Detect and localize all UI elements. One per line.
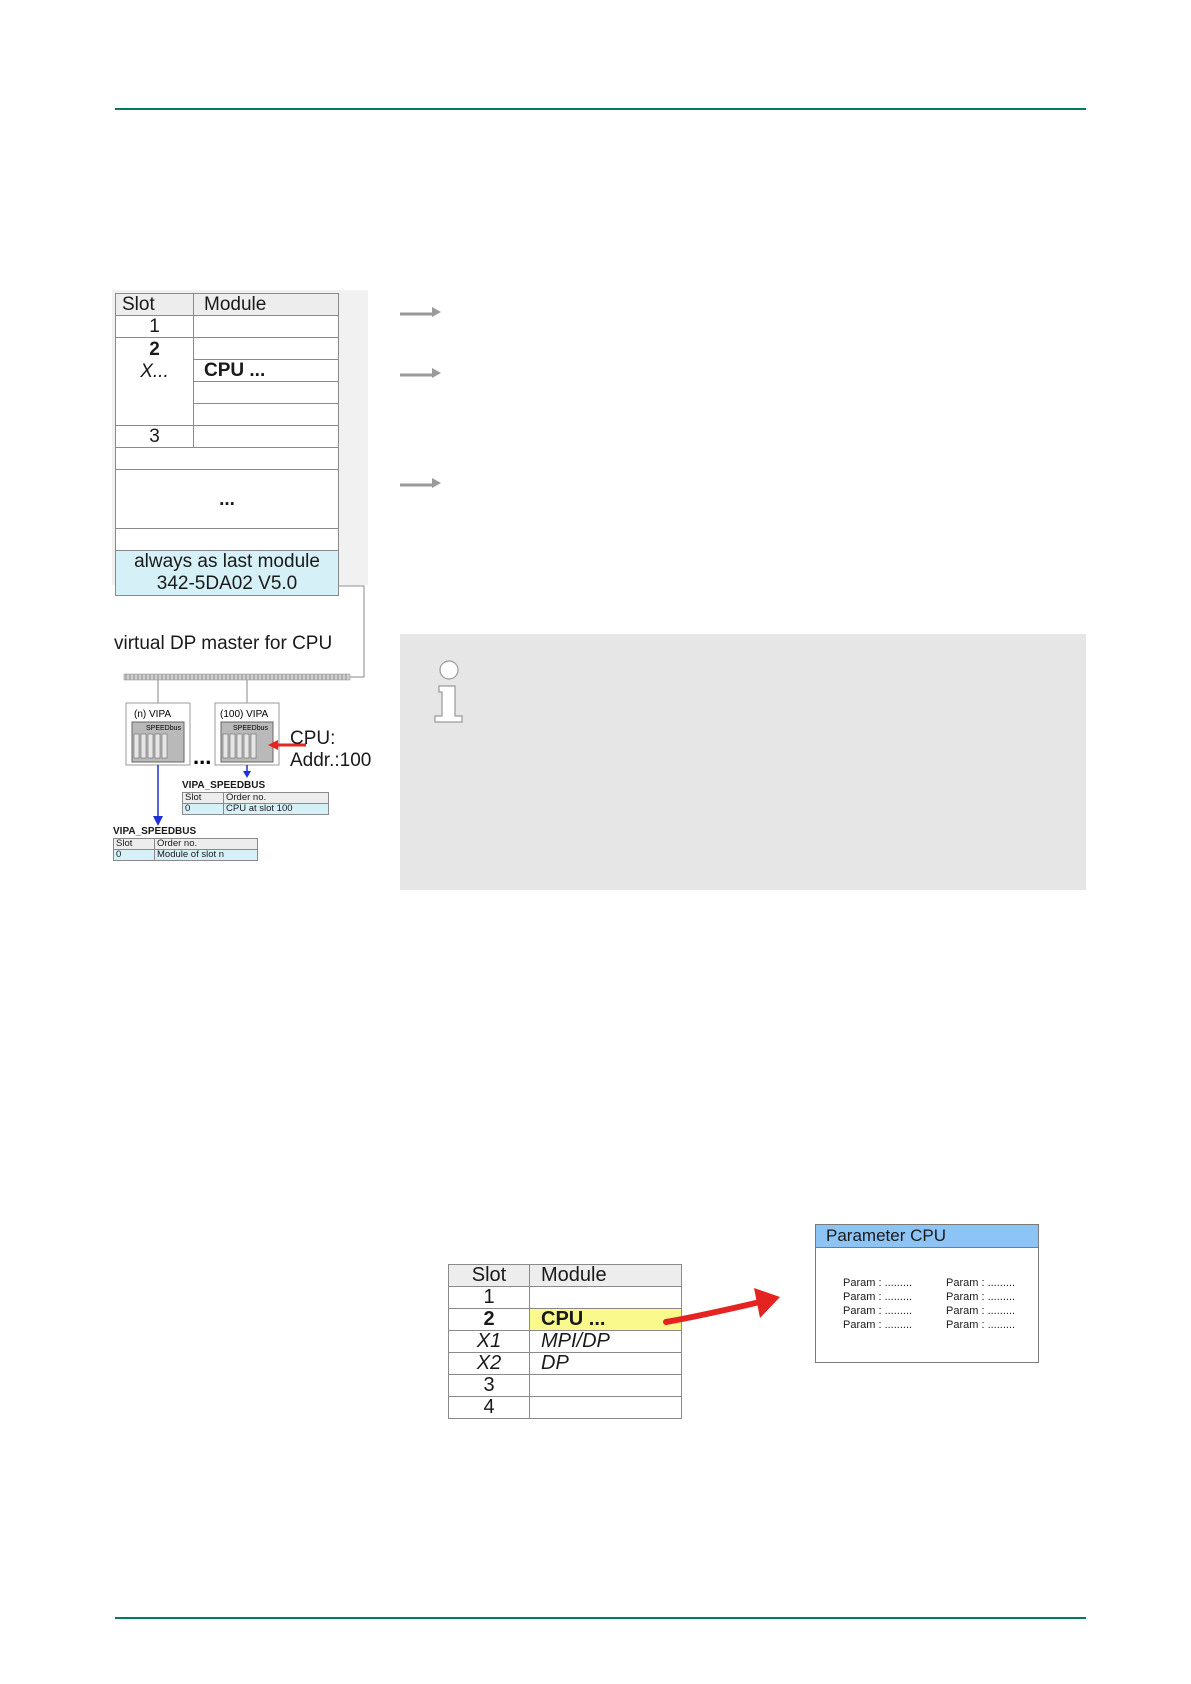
- slot-header: Slot: [116, 294, 194, 316]
- info-icon: [430, 660, 466, 726]
- module-header: Module: [194, 294, 339, 316]
- bottom-rule: [115, 1617, 1086, 1619]
- last-module-note: always as last module: [134, 551, 320, 572]
- table-row-cpu[interactable]: [449, 1309, 682, 1331]
- table-row: [449, 1375, 682, 1397]
- step-arrow-icon: [400, 303, 442, 317]
- station-100-slots: [223, 734, 256, 758]
- slot-cell: 1: [449, 1287, 530, 1309]
- blue-arrow-head: [243, 771, 251, 778]
- table-row: [449, 1353, 682, 1375]
- speedbus-table-n: [113, 838, 258, 861]
- order-cell: CPU at slot 100: [224, 804, 329, 815]
- speedbus-label: SPEEDbus: [233, 725, 269, 732]
- module-header: Module: [530, 1265, 682, 1287]
- slot-cell: 3: [449, 1375, 530, 1397]
- station-100-label: (100) VIPA: [220, 709, 269, 720]
- slot-cell: 0: [183, 804, 224, 815]
- cpu-module-cell[interactable]: CPU ...: [530, 1309, 682, 1331]
- param-line: Param : .........: [843, 1291, 913, 1303]
- param-column-right: [946, 1276, 1015, 1332]
- slot-header: Slot: [449, 1265, 530, 1287]
- step-arrow-icon: [400, 474, 442, 488]
- speedbus-table-title: VIPA_SPEEDBUS: [182, 780, 266, 791]
- slot-cell: 4: [449, 1397, 530, 1419]
- between-dots: ...: [193, 744, 212, 769]
- speedbus-label: SPEEDbus: [146, 725, 182, 732]
- speedbus-table-cpu: [182, 792, 329, 815]
- slot-header: Slot: [183, 793, 224, 804]
- top-rule: [115, 108, 1086, 110]
- param-line: Param : .........: [946, 1291, 1016, 1303]
- slot-cell: 1: [116, 316, 194, 338]
- slot-header: Slot: [114, 839, 155, 850]
- table-row: [449, 1287, 682, 1309]
- dp-master-label: virtual DP master for CPU: [114, 633, 333, 654]
- order-header: Order no.: [224, 793, 329, 804]
- param-line: Param : .........: [946, 1305, 1016, 1317]
- connector-line: [339, 586, 364, 677]
- speedbus-table-title: VIPA_SPEEDBUS: [113, 826, 197, 837]
- param-column-left: [843, 1276, 912, 1332]
- red-arrow-icon: [660, 1280, 785, 1340]
- parameter-cpu-dialog: [815, 1224, 1039, 1363]
- slot-number: 2: [149, 339, 160, 360]
- slot-cell: X2: [449, 1353, 530, 1375]
- table-row: [449, 1331, 682, 1353]
- slot-cell: 2: [449, 1309, 530, 1331]
- order-cell: Module of slot n: [155, 850, 258, 861]
- station-n-slots: [134, 734, 167, 758]
- param-line: Param : .........: [843, 1305, 913, 1317]
- cpu-label: CPU:: [290, 728, 336, 749]
- param-line: Param : .........: [843, 1319, 913, 1331]
- param-line: Param : .........: [946, 1277, 1016, 1289]
- step-arrow-icon: [400, 364, 442, 378]
- last-module-order: 342-5DA02 V5.0: [156, 573, 298, 594]
- blue-arrow-head: [153, 816, 163, 826]
- module-cell: DP: [530, 1353, 682, 1375]
- cpu-address-label: [290, 728, 371, 772]
- station-n-label: (n) VIPA: [134, 709, 172, 720]
- dialog-title: Parameter CPU: [816, 1225, 1038, 1248]
- module-cell: [530, 1397, 682, 1419]
- speedbus-configuration-figure: [112, 290, 372, 880]
- cpu-slot-table: [448, 1264, 682, 1419]
- table-row: [449, 1397, 682, 1419]
- address-label: Addr.:100: [290, 750, 372, 771]
- cpu-module-cell: CPU ...: [194, 360, 339, 382]
- slot-cell: 3: [116, 426, 194, 448]
- slot-cell: X1: [449, 1331, 530, 1353]
- slot-cell: 0: [114, 850, 155, 861]
- ellipsis-row: ...: [116, 470, 339, 529]
- order-header: Order no.: [155, 839, 258, 850]
- table-header-row: [449, 1265, 682, 1287]
- module-cell: [530, 1287, 682, 1309]
- param-line: Param : .........: [946, 1319, 1016, 1331]
- module-cell: MPI/DP: [530, 1331, 682, 1353]
- param-line: Param : .........: [843, 1277, 913, 1289]
- note-box: [400, 634, 1086, 890]
- slot-sub: X...: [140, 361, 169, 382]
- module-cell: [530, 1375, 682, 1397]
